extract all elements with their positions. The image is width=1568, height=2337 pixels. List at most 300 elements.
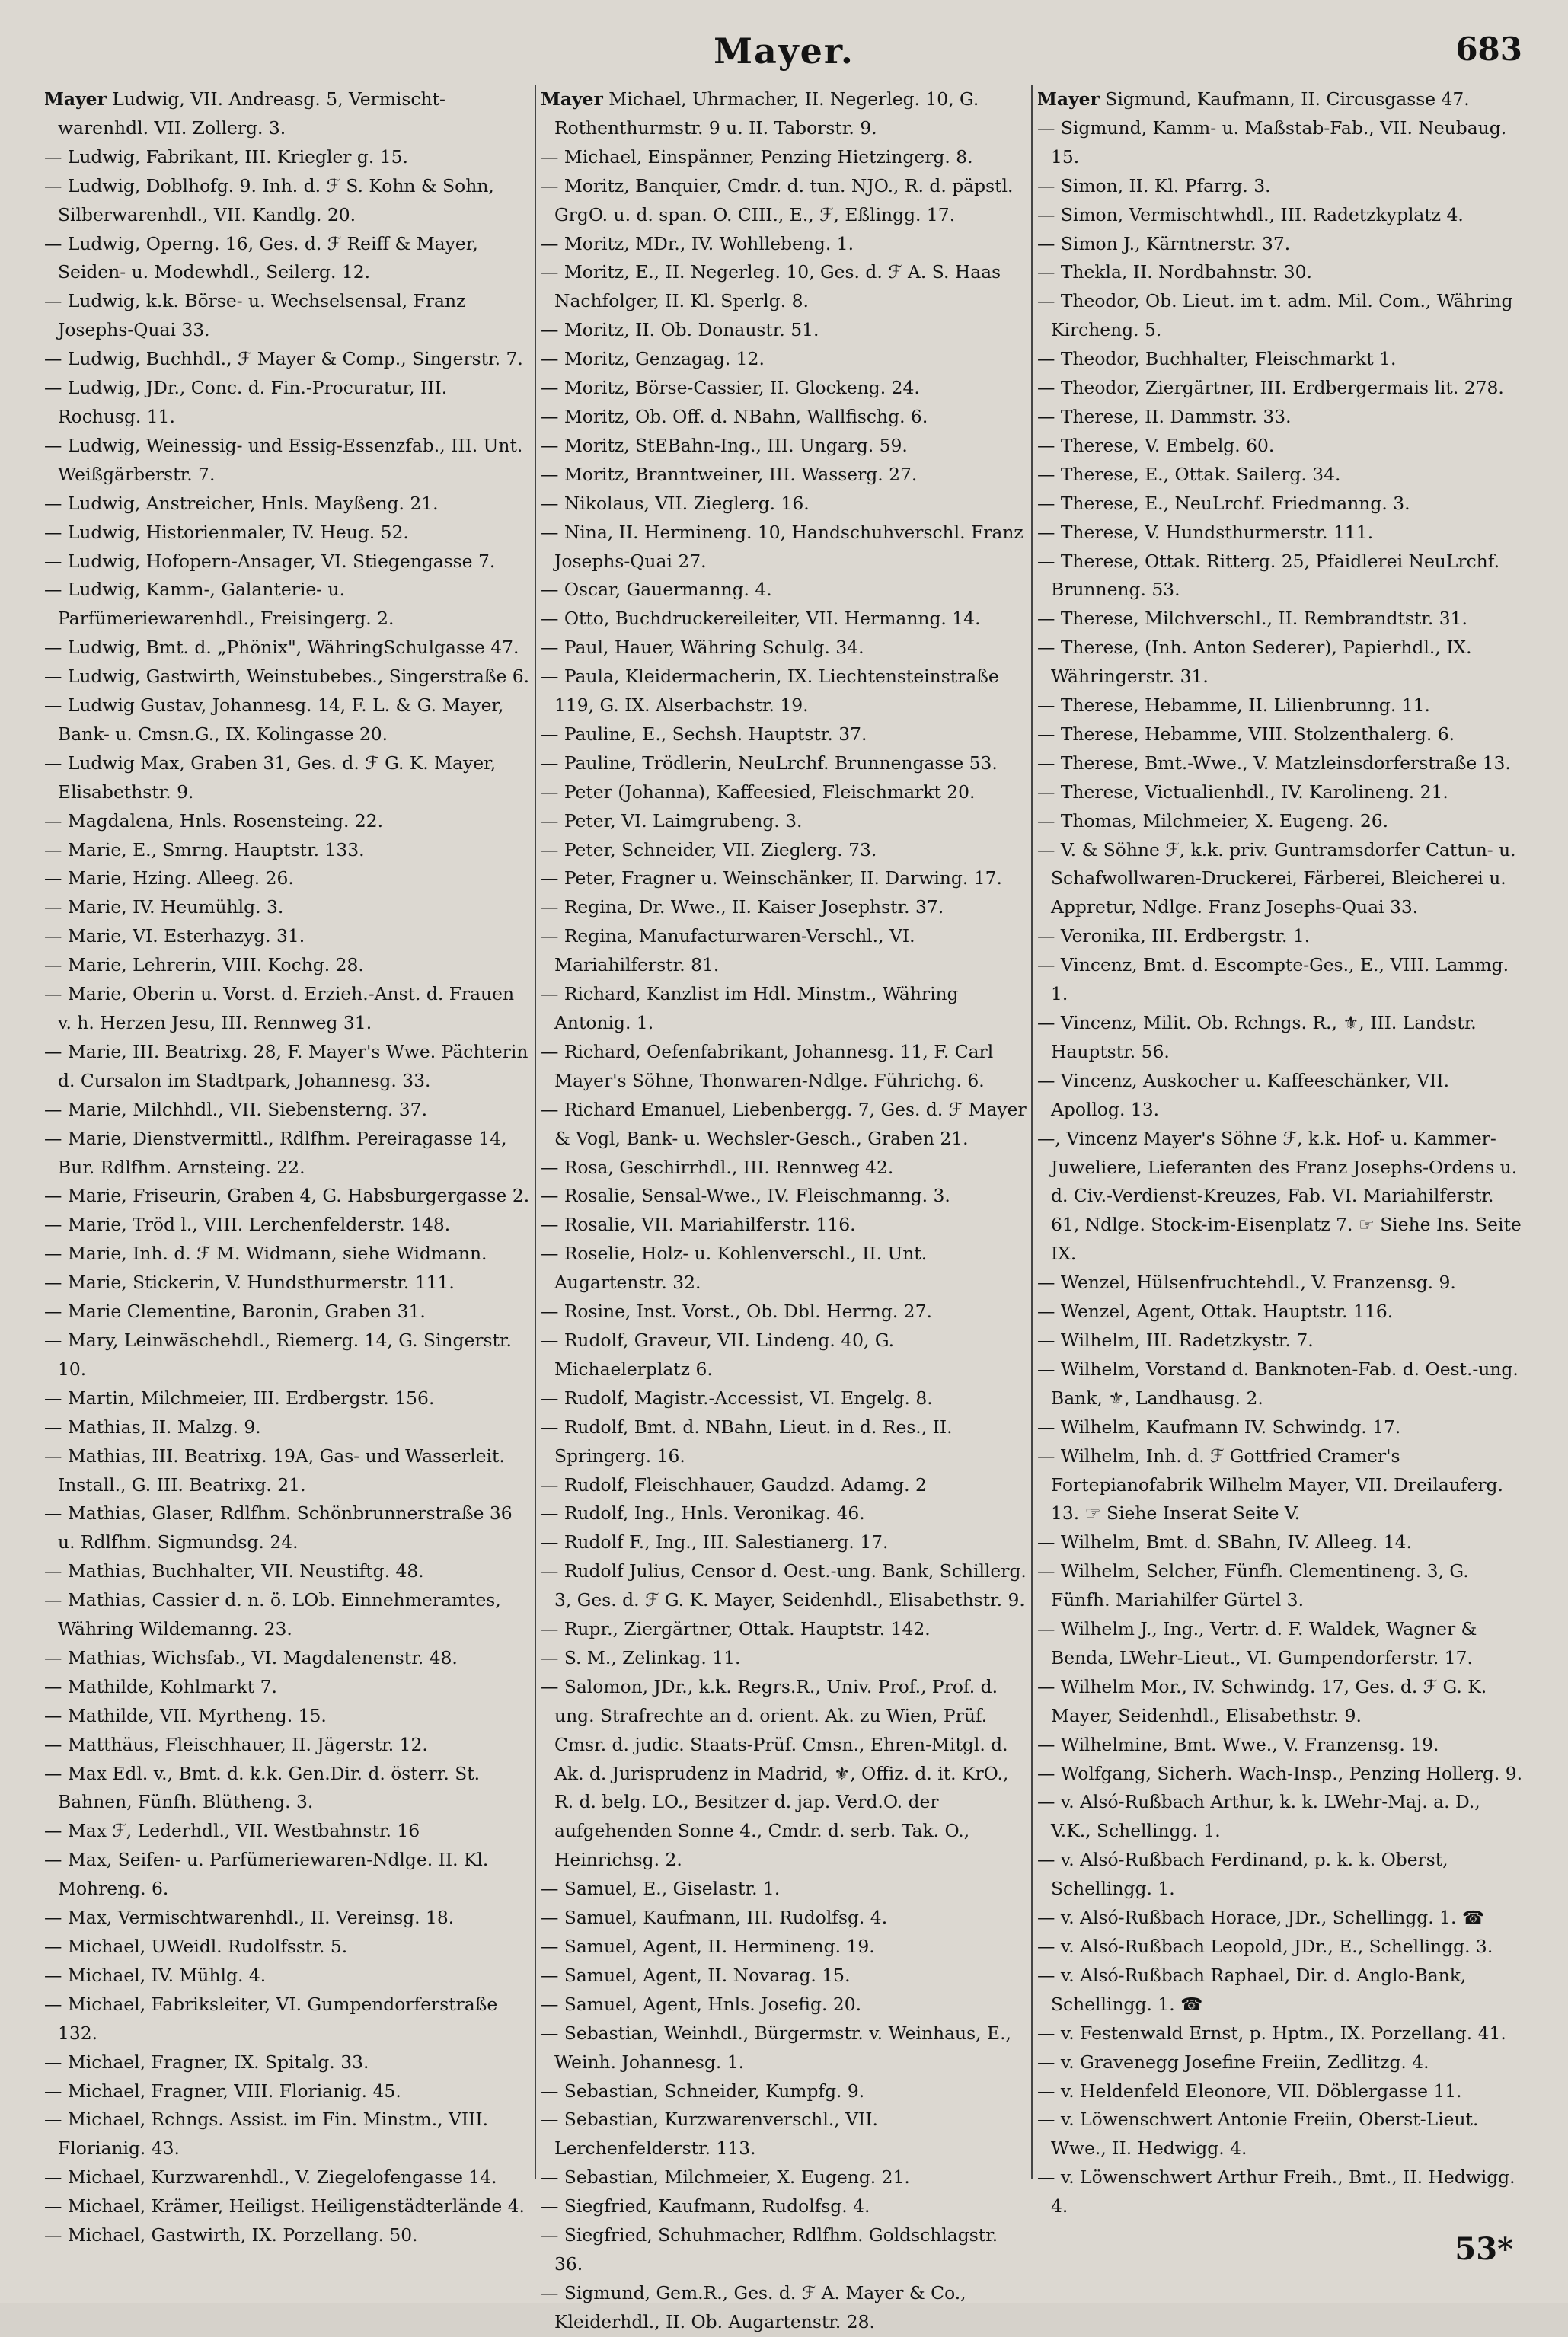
directory-entry [44, 951, 532, 980]
directory-entry [1037, 172, 1525, 201]
directory-entry [1037, 432, 1525, 461]
entry-text: — Marie, IV. Heumühlg. 3. [44, 896, 284, 918]
entry-text: — Rosa, Geschirrhdl., III. Rennweg 42. [541, 1156, 894, 1178]
entry-text: — Richard Emanuel, Liebenbergg. 7, Ges. d. ℱ Mayer & Vogl, Bank- u. Wechsler-Gesch., Graben 21. [541, 1098, 1027, 1149]
entry-text: — Richard, Kanzlist im Hdl. Minstm., Währing Antonig. 1. [541, 983, 959, 1033]
directory-entry [1037, 2106, 1525, 2163]
entry-text: — Sigmund, Gem.R., Ges. d. ℱ A. Mayer & Co., Kleiderhdl., II. Ob. Augartenstr. 28. [541, 2281, 966, 2332]
directory-entry [541, 1991, 1028, 2019]
directory-entry [44, 2106, 532, 2163]
entry-text: — Oscar, Gauermanng. 4. [541, 579, 772, 601]
column-2 [541, 85, 1028, 2332]
directory-entry [541, 432, 1028, 461]
directory-entry [44, 1038, 532, 1096]
directory-entry [541, 1499, 1028, 1528]
directory-entry [541, 2279, 1028, 2337]
entry-text: — Therese, Milchverschl., II. Rembrandtstr. 31. [1037, 608, 1467, 630]
directory-entry [1037, 1615, 1525, 1673]
directory-entry [541, 2192, 1028, 2221]
directory-entry [1037, 201, 1525, 230]
entry-text: — Theodor, Ziergärtner, III. Erdbergermais lit. 278. [1037, 377, 1504, 399]
directory-entry [44, 980, 532, 1038]
directory-entry [44, 2077, 532, 2106]
directory-entry [44, 230, 532, 288]
directory-entry [44, 345, 532, 374]
entry-text: — Samuel, E., Giselastr. 1. [541, 1878, 781, 1900]
entry-text: — Michael, Kurzwarenhdl., V. Ziegelofengasse 14. [44, 2166, 497, 2189]
directory-entry [541, 230, 1028, 259]
entry-text: — Ludwig Max, Graben 31, Ges. d. ℱ G. K. Mayer, Elisabethstr. 9. [44, 752, 497, 803]
entry-text: — Rosine, Inst. Vorst., Ob. Dbl. Herrng. 27. [541, 1301, 932, 1323]
entry-text: — Roselie, Holz- u. Kohlenverschl., II. Unt. Augartenstr. 32. [541, 1243, 928, 1294]
directory-entry [541, 864, 1028, 893]
entry-text: — Marie, Friseurin, Graben 4, G. Habsburgergasse 2. [44, 1185, 530, 1207]
directory-entry [44, 1298, 532, 1327]
directory-entry [541, 1327, 1028, 1384]
entry-text: — Moritz, StEBahn-Ing., III. Ungarg. 59. [541, 434, 908, 456]
directory-entry [1037, 1528, 1525, 1557]
surname-heading: Mayer [1037, 88, 1100, 110]
page-number: 683 [1455, 30, 1522, 68]
entry-text: — Sebastian, Weinhdl., Bürgermstr. v. Weinhaus, E., Weinh. Johannesg. 1. [541, 2022, 1011, 2073]
entry-text: — Mathilde, VII. Myrtheng. 15. [44, 1704, 327, 1726]
directory-entry [44, 1962, 532, 1991]
entry-text: — Rudolf, Magistr.-Accessist, VI. Engelg. 8. [541, 1387, 933, 1409]
directory-entry [44, 1673, 532, 1702]
entry-text: — Thomas, Milchmeier, X. Eugeng. 26. [1037, 809, 1389, 832]
directory-entry [44, 1384, 532, 1413]
entry-text: — Therese, (Inh. Anton Sederer), Papierhdl., IX. Währingerstr. 31. [1037, 637, 1472, 688]
entry-text: — Michael, Fragner, IX. Spitalg. 33. [44, 2051, 369, 2073]
entry-text: — Ludwig, k.k. Börse- u. Wechselsensal, Franz Josephs-Quai 33. [44, 290, 466, 341]
directory-entry [1037, 1298, 1525, 1327]
entry-text: — Siegfried, Schuhmacher, Rdlfhm. Goldschlagstr. 36. [541, 2224, 998, 2275]
entry-text: Sigmund, Kaufmann, II. Circusgasse 47. [1099, 88, 1470, 110]
directory-entry [541, 1298, 1028, 1327]
directory-entry [541, 2106, 1028, 2163]
entry-text: — Wilhelm, Vorstand d. Banknoten-Fab. d. Oest.-ung. Bank, ⚜, Landhausg. 2. [1037, 1358, 1519, 1409]
directory-entry [541, 1038, 1028, 1096]
directory-entry [1037, 1355, 1525, 1413]
entry-text: — Rudolf Julius, Censor d. Oest.-ung. Bank, Schillerg. 3, Ges. d. ℱ G. K. Mayer, Seidenhdl., Elisabethstr. 9. [541, 1560, 1027, 1611]
directory-entry [44, 1499, 532, 1557]
directory-entry [541, 1615, 1028, 1644]
directory-entry [1037, 1413, 1525, 1442]
entry-text: — Sebastian, Milchmeier, X. Eugeng. 21. [541, 2166, 910, 2189]
directory-entry [44, 1731, 532, 1760]
directory-entry [44, 1327, 532, 1384]
entry-text: — Magdalena, Hnls. Rosensteing. 22. [44, 809, 384, 832]
entry-text: — Nina, II. Hermineng. 10, Handschuhverschl. Franz Josephs-Quai 27. [541, 521, 1024, 572]
directory-entry [44, 143, 532, 172]
entry-text: — Wilhelm, Bmt. d. SBahn, IV. Alleeg. 14. [1037, 1531, 1412, 1553]
directory-entry [44, 1817, 532, 1846]
entry-text: — Rosalie, VII. Mariahilferstr. 116. [541, 1214, 856, 1236]
page-title: Mayer. [714, 30, 854, 72]
entry-text: — Wenzel, Hülsenfruchtehdl., V. Franzensg. 9. [1037, 1272, 1456, 1294]
entry-text: — Moritz, Ob. Off. d. NBahn, Wallfischg. 6. [541, 405, 928, 427]
directory-entry [1037, 85, 1525, 114]
entry-text: — Rupr., Ziergärtner, Ottak. Hauptstr. 142. [541, 1618, 931, 1640]
entry-text: — Max, Seifen- u. Parfümeriewaren-Ndlge. II. Kl. Mohreng. 6. [44, 1849, 489, 1900]
entry-text: Ludwig, VII. Andreasg. 5, Vermischt-warenhdl. VII. Zollerg. 3. [58, 88, 445, 139]
directory-entry [541, 1182, 1028, 1211]
entry-text: — Ludwig, Weinessig- und Essig-Essenzfab., III. Unt. Weißgärberstr. 7. [44, 434, 523, 485]
directory-entry [541, 1384, 1028, 1413]
entry-text: — Max Edl. v., Bmt. d. k.k. Gen.Dir. d. österr. St. Bahnen, Fünfh. Blütheng. 3. [44, 1762, 481, 1813]
entry-text: — Pauline, E., Sechsh. Hauptstr. 37. [541, 723, 867, 745]
entry-text: — Vincenz, Bmt. d. Escompte-Ges., E., VIII. Lammg. 1. [1037, 954, 1509, 1005]
entry-text: — Paul, Hauer, Währing Schulg. 34. [541, 637, 864, 659]
directory-entry [1037, 807, 1525, 836]
directory-entry [44, 548, 532, 576]
directory-entry [44, 1846, 532, 1904]
entry-text: — Ludwig, Doblhofg. 9. Inh. d. ℱ S. Kohn & Sohn, Silberwarenhdl., VII. Kandlg. 20. [44, 174, 494, 225]
entry-text: — Therese, E., NeuLrchf. Friedmanng. 3. [1037, 492, 1410, 514]
directory-entry [1037, 490, 1525, 519]
entry-text: — Mathias, Wichsfab., VI. Magdalenenstr. 48. [44, 1646, 458, 1668]
directory-entry [1037, 403, 1525, 432]
entry-text: — Wolfgang, Sicherh. Wach-Insp., Penzing Hollerg. 9. [1037, 1762, 1523, 1784]
column-divider [535, 85, 536, 2179]
entry-text: — Sebastian, Kurzwarenverschl., VII. Lerchenfelderstr. 113. [541, 2109, 878, 2160]
entry-text: — Mathias, Buchhalter, VII. Neustiftg. 48. [44, 1560, 424, 1582]
directory-entry [44, 836, 532, 865]
directory-entry [541, 662, 1028, 720]
directory-entry [541, 461, 1028, 490]
entry-text: — Marie, III. Beatrixg. 28, F. Mayer's Wwe. Pächterin d. Cursalon im Stadtpark, Johannesg. 33. [44, 1040, 529, 1091]
entry-text: — Michael, Rchngs. Assist. im Fin. Minstm., VIII. Florianig. 43. [44, 2109, 489, 2160]
directory-entry [44, 662, 532, 691]
entry-text: — Ludwig, Bmt. d. „Phönix", WähringSchulgasse 47. [44, 637, 519, 659]
directory-entry [44, 1760, 532, 1818]
entry-text: — Veronika, III. Erdbergstr. 1. [1037, 925, 1311, 947]
directory-entry [541, 2077, 1028, 2106]
directory-entry [44, 2221, 532, 2250]
directory-entry [44, 1211, 532, 1240]
entry-text: — Ludwig, Hofopern-Ansager, VI. Stiegengasse 7. [44, 550, 496, 572]
directory-entry [1037, 1962, 1525, 2019]
directory-entry [44, 1413, 532, 1442]
directory-entry [541, 1528, 1028, 1557]
entry-text: — Paula, Kleidermacherin, IX. Liechtensteinstraße 119, G. IX. Alserbachstr. 19. [541, 666, 999, 717]
entry-text: — v. Löwenschwert Antonie Freiin, Oberst-Lieut. Wwe., II. Hedwigg. 4. [1037, 2109, 1479, 2160]
entry-text: — Ludwig, Fabrikant, III. Kriegler g. 15. [44, 145, 408, 168]
directory-entry [1037, 1557, 1525, 1615]
entry-text: — Wilhelm, III. Radetzkystr. 7. [1037, 1329, 1314, 1351]
directory-entry [1037, 2077, 1525, 2106]
directory-entry [44, 576, 532, 634]
directory-entry [44, 864, 532, 893]
entry-text: — Rudolf, Bmt. d. NBahn, Lieut. in d. Res., II. Springerg. 16. [541, 1416, 953, 1467]
directory-entry [1037, 114, 1525, 172]
entry-text: — Michael, Fragner, VIII. Florianig. 45. [44, 2080, 401, 2102]
entry-text: — Vincenz, Auskocher u. Kaffeeschänker, VII. Apollog. 13. [1037, 1069, 1450, 1120]
entry-text: — Ludwig, Gastwirth, Weinstubebes., Singerstraße 6. [44, 666, 530, 688]
directory-entry [1037, 605, 1525, 634]
entry-text: — Michael, UWeidl. Rudolfsstr. 5. [44, 1936, 348, 1957]
directory-entry [541, 1471, 1028, 1500]
directory-entry [541, 1962, 1028, 1991]
entry-text: — Pauline, Trödlerin, NeuLrchf. Brunnengasse 53. [541, 752, 998, 774]
directory-entry [541, 490, 1028, 519]
directory-entry [44, 1904, 532, 1933]
entry-text: — Michael, Fabriksleiter, VI. Gumpendorferstraße 132. [44, 1993, 498, 2044]
entry-text: — Wilhelmine, Bmt. Wwe., V. Franzensg. 19. [1037, 1733, 1439, 1755]
directory-entry [44, 1991, 532, 2048]
entry-text: — Wenzel, Agent, Ottak. Hauptstr. 116. [1037, 1301, 1394, 1323]
entry-text: — Mathias, III. Beatrixg. 19A, Gas- und Wasserleit. Install., G. III. Beatrixg. 21. [44, 1445, 505, 1496]
entry-text: — Ludwig, Buchhdl., ℱ Mayer & Comp., Singerstr. 7. [44, 348, 523, 370]
directory-entry [541, 2221, 1028, 2279]
directory-entry [44, 432, 532, 490]
entry-text: — Marie, Tröd l., VIII. Lerchenfelderstr. 148. [44, 1214, 451, 1236]
entry-text: — Moritz, Börse-Cassier, II. Glockeng. 24. [541, 377, 920, 399]
directory-entry [541, 1904, 1028, 1933]
directory-entry [1037, 2048, 1525, 2077]
entry-text: — Siegfried, Kaufmann, Rudolfsg. 4. [541, 2195, 870, 2217]
directory-entry [1037, 836, 1525, 923]
directory-entry [44, 374, 532, 432]
directory-entry [1037, 345, 1525, 374]
entry-text: — Rudolf F., Ing., III. Salestianerg. 17. [541, 1531, 889, 1553]
entry-text: — Samuel, Agent, Hnls. Josefig. 20. [541, 1993, 862, 2015]
entry-text: — Marie, Lehrerin, VIII. Kochg. 28. [44, 954, 364, 976]
directory-entry [1037, 230, 1525, 259]
directory-entry [1037, 1442, 1525, 1529]
directory-entry [541, 258, 1028, 316]
directory-entry [541, 1557, 1028, 1615]
directory-entry [541, 1673, 1028, 1875]
directory-entry [541, 922, 1028, 980]
directory-entry [1037, 258, 1525, 287]
entry-text: — Otto, Buchdruckereileiter, VII. Hermanng. 14. [541, 608, 981, 630]
column-divider [1031, 85, 1033, 2179]
directory-entry [44, 691, 532, 749]
directory-entry [541, 519, 1028, 576]
entry-text: — Marie, Inh. d. ℱ M. Widmann, siehe Widmann. [44, 1243, 487, 1265]
directory-entry [44, 172, 532, 230]
directory-entry [1037, 1933, 1525, 1962]
directory-entry [1037, 691, 1525, 720]
directory-entry [1037, 1760, 1525, 1789]
directory-entry [44, 490, 532, 519]
entry-text: — v. Festenwald Ernst, p. Hptm., IX. Porzellang. 41. [1037, 2022, 1506, 2044]
entry-text: — Therese, II. Dammstr. 33. [1037, 405, 1292, 427]
directory-entry [44, 1586, 532, 1644]
directory-entry [541, 374, 1028, 403]
entry-text: — Ludwig Gustav, Johannesg. 14, F. L. & G. Mayer, Bank- u. Cmsn.G., IX. Kolingasse 20. [44, 694, 504, 745]
directory-entry [44, 2048, 532, 2077]
entry-text: — Therese, V. Hundsthurmerstr. 111. [1037, 521, 1374, 543]
directory-entry [541, 316, 1028, 345]
entry-text: — Moritz, E., II. Negerleg. 10, Ges. d. ℱ A. S. Haas Nachfolger, II. Kl. Sperlg. 8. [541, 261, 1001, 312]
directory-entry [44, 519, 532, 548]
directory-entry [541, 2163, 1028, 2192]
entry-text: — Therese, V. Embelg. 60. [1037, 434, 1275, 456]
entry-text: — Regina, Dr. Wwe., II. Kaiser Josephstr. 37. [541, 896, 944, 918]
entry-text: — Therese, Victualienhdl., IV. Karolineng. 21. [1037, 781, 1448, 803]
entry-text: — Peter, VI. Laimgrubeng. 3. [541, 809, 803, 832]
entry-text: Michael, Uhrmacher, II. Negerleg. 10, G. Rothenthurmstr. 9 u. II. Taborstr. 9. [554, 88, 979, 139]
entry-text: — Therese, Hebamme, VIII. Stolzenthalerg. 6. [1037, 723, 1455, 745]
entry-text: — Marie, Oberin u. Vorst. d. Erzieh.-Anst. d. Frauen v. h. Herzen Jesu, III. Rennweg 31. [44, 983, 515, 1033]
entry-text: — Max, Vermischtwarenhdl., II. Vereinsg. 18. [44, 1907, 455, 1929]
entry-text: — v. Alsó-Rußbach Raphael, Dir. d. Anglo-Bank, Schellingg. 1. ☎ [1037, 1964, 1467, 2015]
directory-entry [1037, 1125, 1525, 1269]
directory-entry [44, 85, 532, 143]
entry-text: — Vincenz, Milit. Ob. Rchngs. R., ⚜, III. Landstr. Hauptstr. 56. [1037, 1012, 1477, 1062]
directory-entry [1037, 1067, 1525, 1125]
sheet-signature: 53* [1455, 2231, 1513, 2267]
entry-text: — Wilhelm, Kaufmann IV. Schwindg. 17. [1037, 1416, 1401, 1438]
entry-text: — Moritz, Banquier, Cmdr. d. tun. NJO., R. d. päpstl. GrgO. u. d. span. O. CIII., E., ℱ, Eßlingg. 17. [541, 174, 1014, 225]
entry-text: — Wilhelm J., Ing., Vertr. d. F. Waldek, Wagner & Benda, LWehr-Lieut., VI. Gumpendorferstr. 17. [1037, 1618, 1477, 1668]
directory-entry [541, 1096, 1028, 1154]
directory-entry [1037, 778, 1525, 807]
directory-entry [44, 749, 532, 807]
entry-text: — Therese, E., Ottak. Sailerg. 34. [1037, 463, 1341, 485]
surname-heading: Mayer [541, 88, 603, 110]
directory-entry [1037, 1327, 1525, 1355]
entry-text: — Mathias, Glaser, Rdlfhm. Schönbrunnerstraße 36 u. Rdlfhm. Sigmundsg. 24. [44, 1502, 513, 1553]
column-3 [1037, 85, 1525, 2217]
directory-entry [44, 1557, 532, 1586]
directory-entry [1037, 1269, 1525, 1298]
entry-text: — Max ℱ, Lederhdl., VII. Westbahnstr. 16 [44, 1820, 420, 1842]
directory-entry [541, 403, 1028, 432]
entry-text: — Simon, Vermischtwhdl., III. Radetzkyplatz 4. [1037, 203, 1464, 225]
entry-text: — Marie, Hzing. Alleeg. 26. [44, 867, 294, 889]
entry-text: — v. Löwenschwert Arthur Freih., Bmt., II. Hedwigg. 4. [1037, 2166, 1515, 2217]
directory-entry [541, 605, 1028, 634]
directory-entry [541, 893, 1028, 922]
columns-area [44, 85, 1525, 2332]
entry-text: — Therese, Hebamme, II. Lilienbrunng. 11. [1037, 694, 1430, 717]
entry-text: — Michael, Krämer, Heiligst. Heiligenstädterlände 4. [44, 2195, 525, 2217]
directory-entry [44, 2192, 532, 2221]
directory-entry [541, 2019, 1028, 2077]
directory-entry [44, 807, 532, 836]
directory-entry [44, 893, 532, 922]
directory-entry [541, 172, 1028, 230]
entry-text: — Marie, Dienstvermittl., Rdlfhm. Pereiragasse 14, Bur. Rdlfhm. Arnsteing. 22. [44, 1127, 507, 1178]
directory-entry [44, 922, 532, 951]
entry-text: — Michael, IV. Mühlg. 4. [44, 1964, 267, 1986]
directory-entry [541, 1240, 1028, 1298]
entry-text: — Sebastian, Schneider, Kumpfg. 9. [541, 2080, 865, 2102]
directory-entry [541, 1875, 1028, 1904]
entry-text: — Peter, Schneider, VII. Zieglerg. 73. [541, 838, 877, 860]
entry-text: — Mathias, II. Malzg. 9. [44, 1416, 261, 1438]
directory-entry [1037, 634, 1525, 691]
entry-text: — S. M., Zelinkag. 11. [541, 1646, 741, 1668]
entry-text: — v. Heldenfeld Eleonore, VII. Döblergasse 11. [1037, 2080, 1462, 2102]
entry-text: — Therese, Ottak. Ritterg. 25, Pfaidlerei NeuLrchf. Brunneng. 53. [1037, 550, 1500, 601]
directory-entry [44, 1125, 532, 1183]
entry-text: — Michael, Gastwirth, IX. Porzellang. 50. [44, 2224, 418, 2246]
directory-entry [541, 143, 1028, 172]
entry-text: — Moritz, MDr., IV. Wohllebeng. 1. [541, 232, 854, 254]
entry-text: — Ludwig, Kamm-, Galanterie- u. Parfümeriewarenhdl., Freisingerg. 2. [44, 579, 394, 630]
entry-text: — Martin, Milchmeier, III. Erdbergstr. 156. [44, 1387, 435, 1409]
directory-entry [44, 1269, 532, 1298]
directory-entry [44, 1096, 532, 1125]
directory-entry [541, 1644, 1028, 1673]
page-header [46, 30, 1522, 76]
entry-text: — Michael, Einspänner, Penzing Hietzingerg. 8. [541, 145, 973, 168]
entry-text: — Ludwig, Historienmaler, IV. Heug. 52. [44, 521, 409, 543]
entry-text: — Richard, Oefenfabrikant, Johannesg. 11, F. Carl Mayer's Söhne, Thonwaren-Ndlge. Führichg. 6. [541, 1040, 994, 1091]
directory-entry [1037, 922, 1525, 951]
directory-entry [541, 836, 1028, 865]
directory-entry [1037, 461, 1525, 490]
entry-text: — Rudolf, Ing., Hnls. Veronikag. 46. [541, 1502, 865, 1524]
directory-entry [1037, 2163, 1525, 2221]
directory-entry [541, 807, 1028, 836]
entry-text: — Simon, II. Kl. Pfarrg. 3. [1037, 174, 1271, 196]
directory-entry [44, 1182, 532, 1211]
directory-entry [1037, 374, 1525, 403]
directory-entry [541, 980, 1028, 1038]
entry-text: — Marie, Milchhdl., VII. Siebensterng. 37. [44, 1098, 428, 1120]
entry-text: — Marie, Stickerin, V. Hundsthurmerstr. 111. [44, 1272, 455, 1294]
directory-entry [1037, 1788, 1525, 1846]
directory-entry [44, 1933, 532, 1962]
directory-entry [44, 1644, 532, 1673]
directory-entry [44, 2163, 532, 2192]
entry-text: — Peter (Johanna), Kaffeesied, Fleischmarkt 20. [541, 781, 976, 803]
directory-entry [1037, 720, 1525, 749]
directory-entry [1037, 1846, 1525, 1904]
directory-entry [1037, 1731, 1525, 1760]
entry-text: — Sigmund, Kamm- u. Maßstab-Fab., VII. Neubaug. 15. [1037, 117, 1507, 168]
column-1 [44, 85, 532, 2246]
entry-text: — Samuel, Agent, II. Hermineng. 19. [541, 1936, 875, 1957]
entry-text: — Ludwig, Anstreicher, Hnls. Mayßeng. 21. [44, 492, 439, 514]
directory-entry [541, 1413, 1028, 1471]
entry-text: — Wilhelm Mor., IV. Schwindg. 17, Ges. d. ℱ G. K. Mayer, Seidenhdl., Elisabethstr. 9. [1037, 1675, 1487, 1726]
directory-entry [541, 85, 1028, 143]
entry-text: — Thekla, II. Nordbahnstr. 30. [1037, 261, 1312, 283]
directory-entry [44, 634, 532, 662]
directory-entry [1037, 519, 1525, 548]
entry-text: — v. Alsó-Rußbach Arthur, k. k. LWehr-Maj. a. D., V.K., Schellingg. 1. [1037, 1791, 1480, 1842]
entry-text: — Ludwig, JDr., Conc. d. Fin.-Procuratur, III. Rochusg. 11. [44, 377, 448, 427]
entry-text: — Rosalie, Sensal-Wwe., IV. Fleischmanng. 3. [541, 1185, 950, 1207]
directory-entry [541, 1211, 1028, 1240]
entry-text: — Simon J., Kärntnerstr. 37. [1037, 232, 1291, 254]
directory-entry [44, 1702, 532, 1731]
entry-text: — Marie, VI. Esterhazyg. 31. [44, 925, 305, 947]
entry-text: — v. Gravenegg Josefine Freiin, Zedlitzg. 4. [1037, 2051, 1429, 2073]
directory-entry [541, 778, 1028, 807]
entry-text: — v. Alsó-Rußbach Leopold, JDr., E., Schellingg. 3. [1037, 1936, 1493, 1957]
directory-entry [1037, 951, 1525, 1009]
entry-text: — Regina, Manufacturwaren-Verschl., VI. Mariahilferstr. 81. [541, 925, 915, 976]
entry-text: — Samuel, Kaufmann, III. Rudolfsg. 4. [541, 1907, 888, 1929]
entry-text: — Moritz, Branntweiner, III. Wasserg. 27. [541, 463, 918, 485]
entry-text: — Marie Clementine, Baronin, Graben 31. [44, 1301, 426, 1323]
entry-text: — Mathilde, Kohlmarkt 7. [44, 1675, 277, 1697]
directory-entry [1037, 749, 1525, 778]
entry-text: — Wilhelm, Inh. d. ℱ Gottfried Cramer's Fortepianofabrik Wilhelm Mayer, VII. Dreilauferg. 13. ☞ Siehe Inserat Seite V. [1037, 1445, 1503, 1524]
directory-entry [541, 634, 1028, 662]
entry-text: — Moritz, Genzagag. 12. [541, 348, 765, 370]
directory-entry [1037, 1009, 1525, 1067]
directory-entry [1037, 1673, 1525, 1731]
directory-entry [541, 345, 1028, 374]
